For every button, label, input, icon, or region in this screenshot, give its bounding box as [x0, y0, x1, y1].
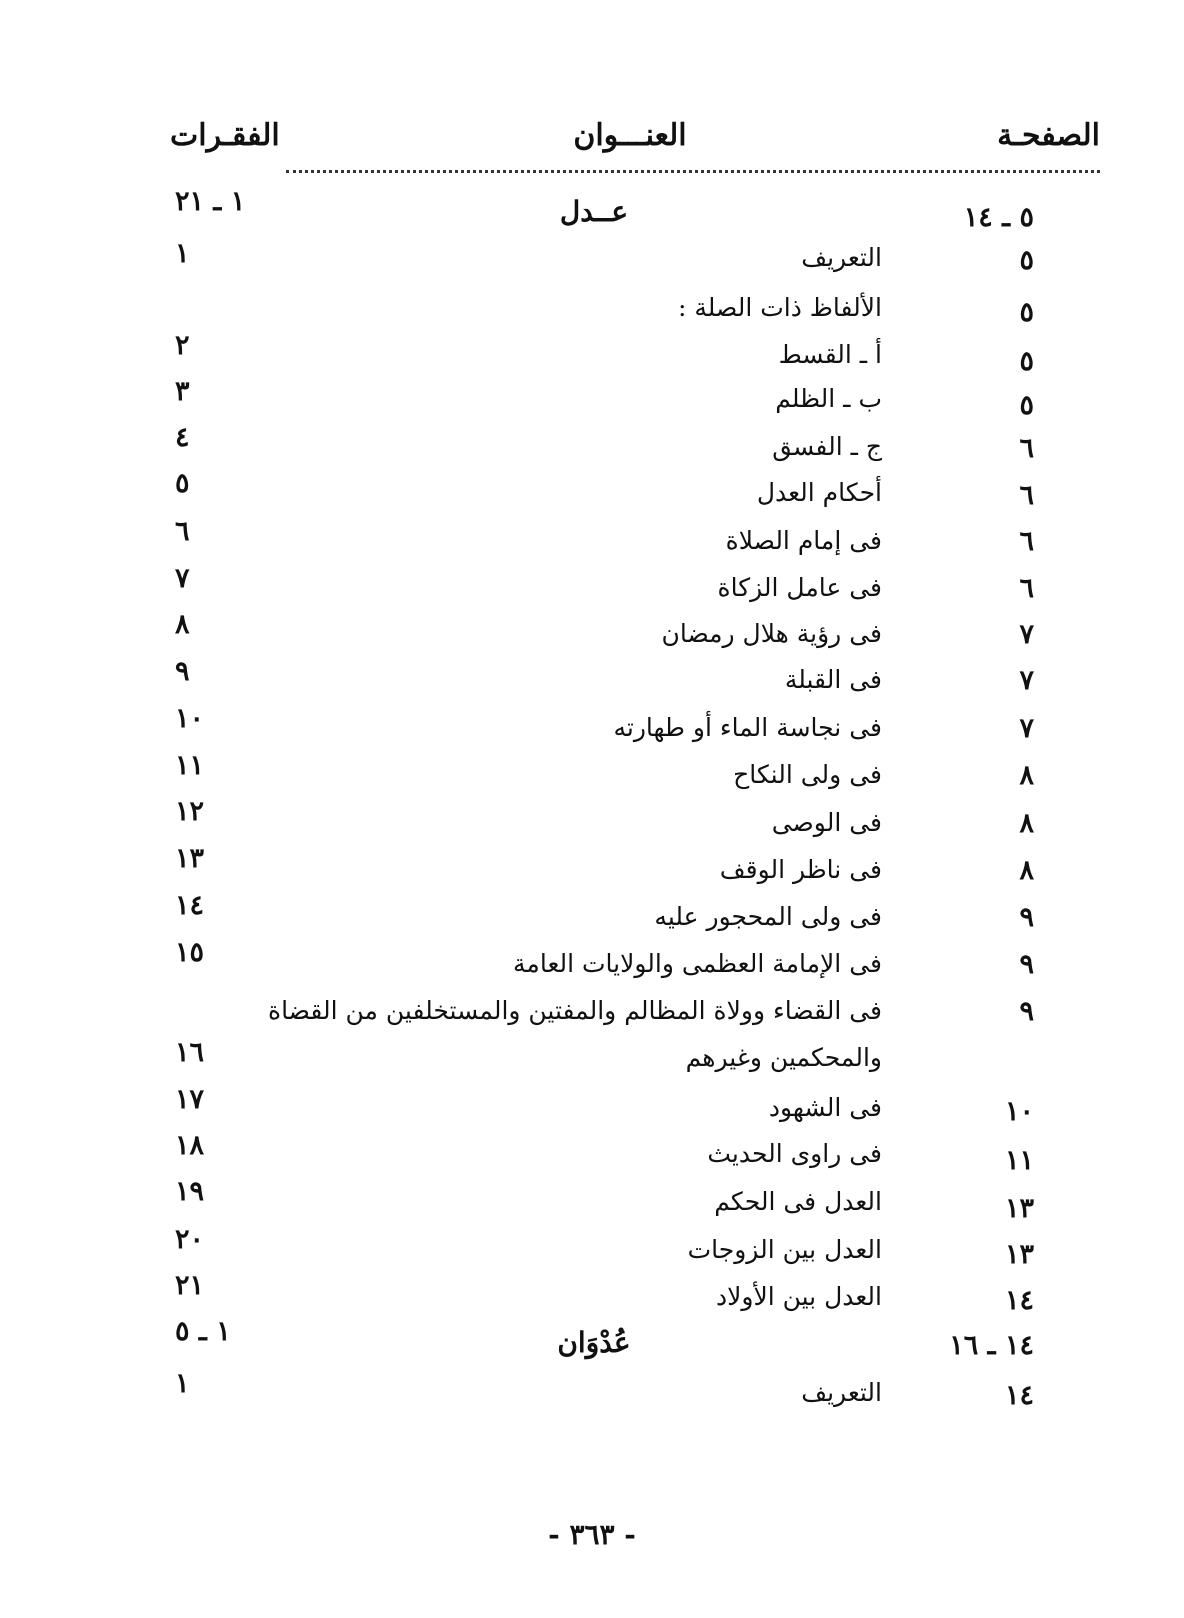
entry-title: العدل فى الحكم: [714, 1187, 882, 1216]
entry-title: التعريف: [801, 1378, 882, 1407]
page-cell: ٩: [1019, 996, 1034, 1027]
paragraphs-cell: ٩: [175, 656, 190, 687]
paragraphs-cell: ١٣: [175, 843, 205, 874]
page-cell: ٦: [1019, 480, 1034, 511]
column-header-title: العنـــوان: [573, 118, 687, 153]
page-cell: ٧: [1019, 619, 1034, 650]
entry-title: الألفاظ ذات الصلة :: [677, 293, 882, 322]
entry-title: فى القضاء وولاة المظالم والمفتين والمستخلفين من القضاة: [267, 996, 882, 1025]
entry-title: فى راوى الحديث: [707, 1139, 882, 1168]
page-cell: ٨: [1019, 760, 1034, 791]
paragraphs-cell: ١ ـ ٥: [175, 1316, 231, 1347]
paragraphs-cell: ٢٠: [175, 1224, 205, 1255]
dotted-divider: [286, 170, 1100, 173]
page-cell: ٦: [1019, 573, 1034, 604]
page-cell: ٨: [1019, 808, 1034, 839]
paragraphs-cell: ١: [175, 238, 190, 269]
paragraphs-cell: ٤: [175, 422, 190, 453]
paragraphs-cell: ١٠: [175, 703, 205, 734]
paragraphs-cell: ٥: [175, 468, 190, 499]
page-cell: ٥ ـ ١٤: [963, 202, 1034, 233]
entry-title: فى ولى النكاح: [733, 760, 882, 789]
entry-title: فى ولى المحجور عليه: [654, 902, 882, 931]
page-cell: ٦: [1019, 433, 1034, 464]
entry-title: أ ـ القسط: [778, 340, 882, 369]
page-cell: ٥: [1019, 346, 1034, 377]
paragraphs-cell: ٨: [175, 609, 190, 640]
paragraphs-cell: ١١: [175, 750, 205, 781]
paragraphs-cell: ٢: [175, 330, 190, 361]
entry-title: والمحكمين وغيرهم: [685, 1043, 882, 1072]
page-cell: ١٣: [1004, 1193, 1034, 1224]
paragraphs-cell: ١٥: [175, 937, 205, 968]
entry-title: فى رؤية هلال رمضان: [661, 619, 882, 648]
entry-title: فى نجاسة الماء أو طهارته: [613, 713, 882, 742]
page-cell: ١٠: [1004, 1096, 1034, 1127]
page-cell: ٧: [1019, 665, 1034, 696]
paragraphs-cell: ٦: [175, 516, 190, 547]
entry-title: العدل بين الزوجات: [687, 1235, 882, 1264]
entry-title: ج ـ الفسق: [772, 432, 882, 461]
paragraphs-cell: ١٦: [175, 1037, 205, 1068]
page-cell: ١٤: [1004, 1285, 1034, 1316]
column-header-page: الصفحـة: [997, 118, 1100, 153]
entry-title: التعريف: [801, 243, 882, 272]
page-number: - ٣٦٣ -: [548, 1518, 636, 1551]
entry-title: أحكام العدل: [756, 478, 882, 507]
paragraphs-cell: ٣: [175, 376, 190, 407]
paragraphs-cell: ١٧: [175, 1084, 205, 1115]
page-cell: ١١: [1004, 1145, 1034, 1176]
paragraphs-cell: ٧: [175, 563, 190, 594]
page-cell: ١٣: [1004, 1239, 1034, 1270]
page-cell: ١٤ ـ ١٦: [949, 1330, 1034, 1361]
page-cell: ٥: [1019, 245, 1034, 276]
entry-heading: عــدل: [559, 195, 629, 228]
column-header-paragraphs: الفقـرات: [170, 118, 280, 153]
entry-title: فى إمام الصلاة: [725, 526, 882, 555]
entry-title: فى الشهود: [768, 1093, 882, 1122]
page-cell: ٨: [1019, 855, 1034, 886]
entry-heading: عُدْوَان: [557, 1326, 631, 1359]
paragraphs-cell: ١٤: [175, 890, 205, 921]
page-cell: ٩: [1019, 949, 1034, 980]
entry-title: فى الوصى: [771, 808, 882, 837]
entry-title: ب ـ الظلم: [775, 384, 882, 413]
entry-title: العدل بين الأولاد: [715, 1282, 882, 1311]
page-cell: ٦: [1019, 526, 1034, 557]
paragraphs-cell: ١ ـ ٢١: [175, 186, 246, 217]
page-cell: ٥: [1019, 390, 1034, 421]
entry-title: فى القبلة: [784, 665, 882, 694]
page-cell: ٥: [1019, 297, 1034, 328]
paragraphs-cell: ٢١: [175, 1270, 205, 1301]
paragraphs-cell: ١٨: [175, 1130, 205, 1161]
page-cell: ٧: [1019, 713, 1034, 744]
paragraphs-cell: ١٢: [175, 796, 205, 827]
paragraphs-cell: ١: [175, 1368, 190, 1399]
entry-title: فى الإمامة العظمى والولايات العامة: [513, 949, 882, 978]
paragraphs-cell: ١٩: [175, 1176, 205, 1207]
page-cell: ١٤: [1004, 1380, 1034, 1411]
page-cell: ٩: [1019, 902, 1034, 933]
entry-title: فى عامل الزكاة: [717, 573, 882, 602]
entry-title: فى ناظر الوقف: [719, 855, 882, 884]
